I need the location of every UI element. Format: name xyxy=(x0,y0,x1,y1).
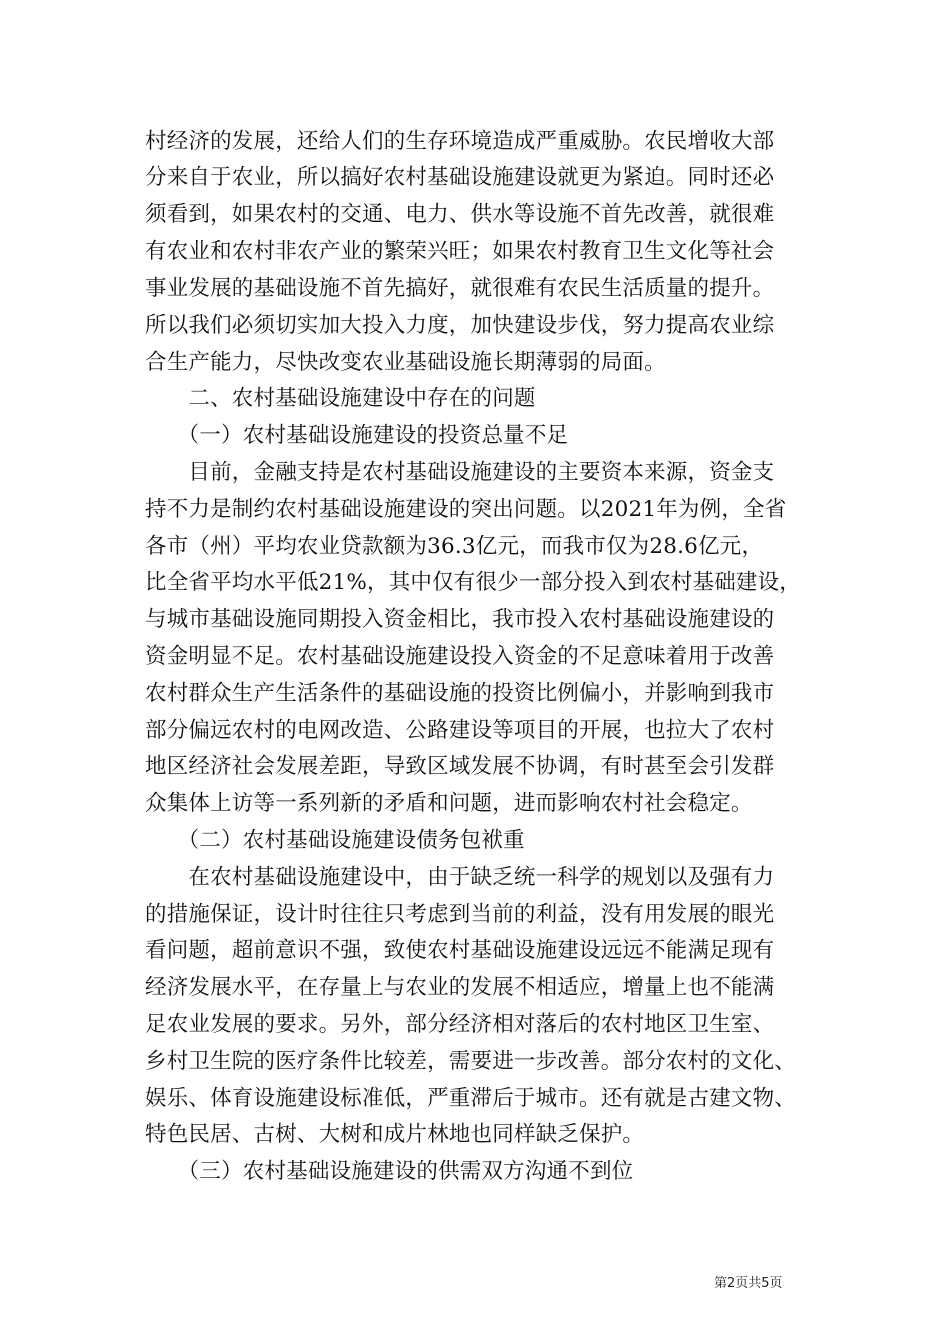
subsection-heading: （二）农村基础设施建设债务包袱重 xyxy=(145,828,525,853)
text-line: 的措施保证，设计时往往只考虑到当前的利益，没有用发展的眼光 xyxy=(145,902,775,927)
subsection-heading: （一）农村基础设施建设的投资总量不足 xyxy=(145,423,569,448)
text-line: 比全省平均水平低21%，其中仅有很少一部分投入到农村基础建设， xyxy=(145,570,801,595)
text-line: 所以我们必须切实加大投入力度，加快建设步伐，努力提高农业综 xyxy=(145,313,775,338)
text-line: 特色民居、古树、大树和成片林地也同样缺乏保护。 xyxy=(145,1122,645,1147)
text-line: 农村群众生产生活条件的基础设施的投资比例偏小，并影响到我市 xyxy=(145,681,775,706)
text-line: 经济发展水平，在存量上与农业的发展不相适应，增量上也不能满 xyxy=(145,975,775,1000)
text-line: 在农村基础设施建设中，由于缺乏统一科学的规划以及强有力 xyxy=(145,865,775,890)
text-line: 资金明显不足。农村基础设施建设投入资金的不足意味着用于改善 xyxy=(145,644,775,669)
text-line: 与城市基础设施同期投入资金相比，我市投入农村基础设施建设的 xyxy=(145,607,775,632)
text-line: 看问题，超前意识不强，致使农村基础设施建设远远不能满足现有 xyxy=(145,938,775,963)
section-heading: 二、农村基础设施建设中存在的问题 xyxy=(145,386,536,411)
text-line: 足农业发展的要求。另外，部分经济相对落后的农村地区卫生室、 xyxy=(145,1012,775,1037)
page-number: 第2页共5页 xyxy=(714,1276,783,1291)
text-line: 村经济的发展，还给人们的生存环境造成严重威胁。农民增收大部 xyxy=(145,129,775,154)
text-line: 分来自于农业，所以搞好农村基础设施建设就更为紧迫。同时还必 xyxy=(145,165,775,190)
subsection-heading: （三）农村基础设施建设的供需双方沟通不到位 xyxy=(145,1159,634,1184)
text-line: 乡村卫生院的医疗条件比较差，需要进一步改善。部分农村的文化、 xyxy=(145,1049,797,1074)
text-line: 各市（州）平均农业贷款额为36.3亿元，而我市仅为28.6亿元， xyxy=(145,534,764,559)
text-line: 地区经济社会发展差距，导致区域发展不协调，有时甚至会引发群 xyxy=(145,754,775,779)
text-line: 须看到，如果农村的交通、电力、供水等设施不首先改善，就很难 xyxy=(145,202,775,227)
text-line: 娱乐、体育设施建设标准低，严重滞后于城市。还有就是古建文物、 xyxy=(145,1086,797,1111)
text-line: 众集体上访等一系列新的矛盾和问题，进而影响农村社会稳定。 xyxy=(145,791,753,816)
text-line: 有农业和农村非农产业的繁荣兴旺；如果农村教育卫生文化等社会 xyxy=(145,239,775,264)
text-line: 事业发展的基础设施不首先搞好，就很难有农民生活质量的提升。 xyxy=(145,276,775,301)
text-line: 合生产能力，尽快改变农业基础设施长期薄弱的局面。 xyxy=(145,350,666,375)
text-line: 目前，金融支持是农村基础设施建设的主要资本来源，资金支 xyxy=(145,460,775,485)
text-line: 持不力是制约农村基础设施建设的突出问题。以2021年为例，全省 xyxy=(145,497,787,522)
text-line: 部分偏远农村的电网改造、公路建设等项目的开展，也拉大了农村 xyxy=(145,718,775,743)
